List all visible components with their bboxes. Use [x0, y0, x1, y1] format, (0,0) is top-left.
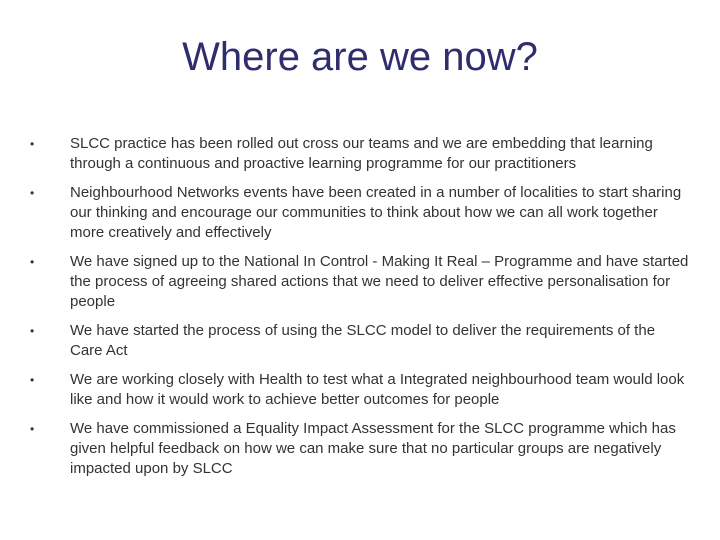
bullet-icon: • [30, 186, 35, 200]
list-item [30, 370, 690, 410]
bullet-text: We are working closely with Health to test what a Integrated neighbourhood team would look like and how it would work to achieve better outcomes for people [70, 371, 685, 408]
list-item [30, 134, 690, 174]
list-item [30, 252, 690, 312]
list-item [30, 183, 690, 243]
bullet-text: Neighbourhood Networks events have been created in a number of localities to start sharing our thinking and encourage our communities to think about how we can all work together more creatively and effectively [70, 184, 682, 241]
list-item [30, 321, 690, 361]
slide-title: Where are we now? [182, 35, 538, 79]
bullet-text: We have signed up to the National In Control - Making It Real – Programme and have started the process of agreeing shared actions that we need to deliver effective personalisation for people [70, 253, 689, 310]
bullet-icon: • [30, 255, 35, 269]
bullet-icon: • [30, 422, 35, 436]
bullet-icon: • [30, 373, 35, 387]
list-item [30, 419, 690, 479]
bullet-icon: • [30, 324, 35, 338]
bullet-text: We have started the process of using the SLCC model to deliver the requirements of the Care Act [70, 322, 656, 359]
bullet-text: SLCC practice has been rolled out cross our teams and we are embedding that learning through a continuous and proactive learning programme for our practitioners [70, 135, 653, 172]
bullet-list [30, 134, 690, 488]
bullet-text: We have commissioned a Equality Impact Assessment for the SLCC programme which has given helpful feedback on how we can make sure that no particular groups are negatively impacted upon by SLCC [70, 420, 676, 477]
bullet-icon: • [30, 137, 35, 151]
